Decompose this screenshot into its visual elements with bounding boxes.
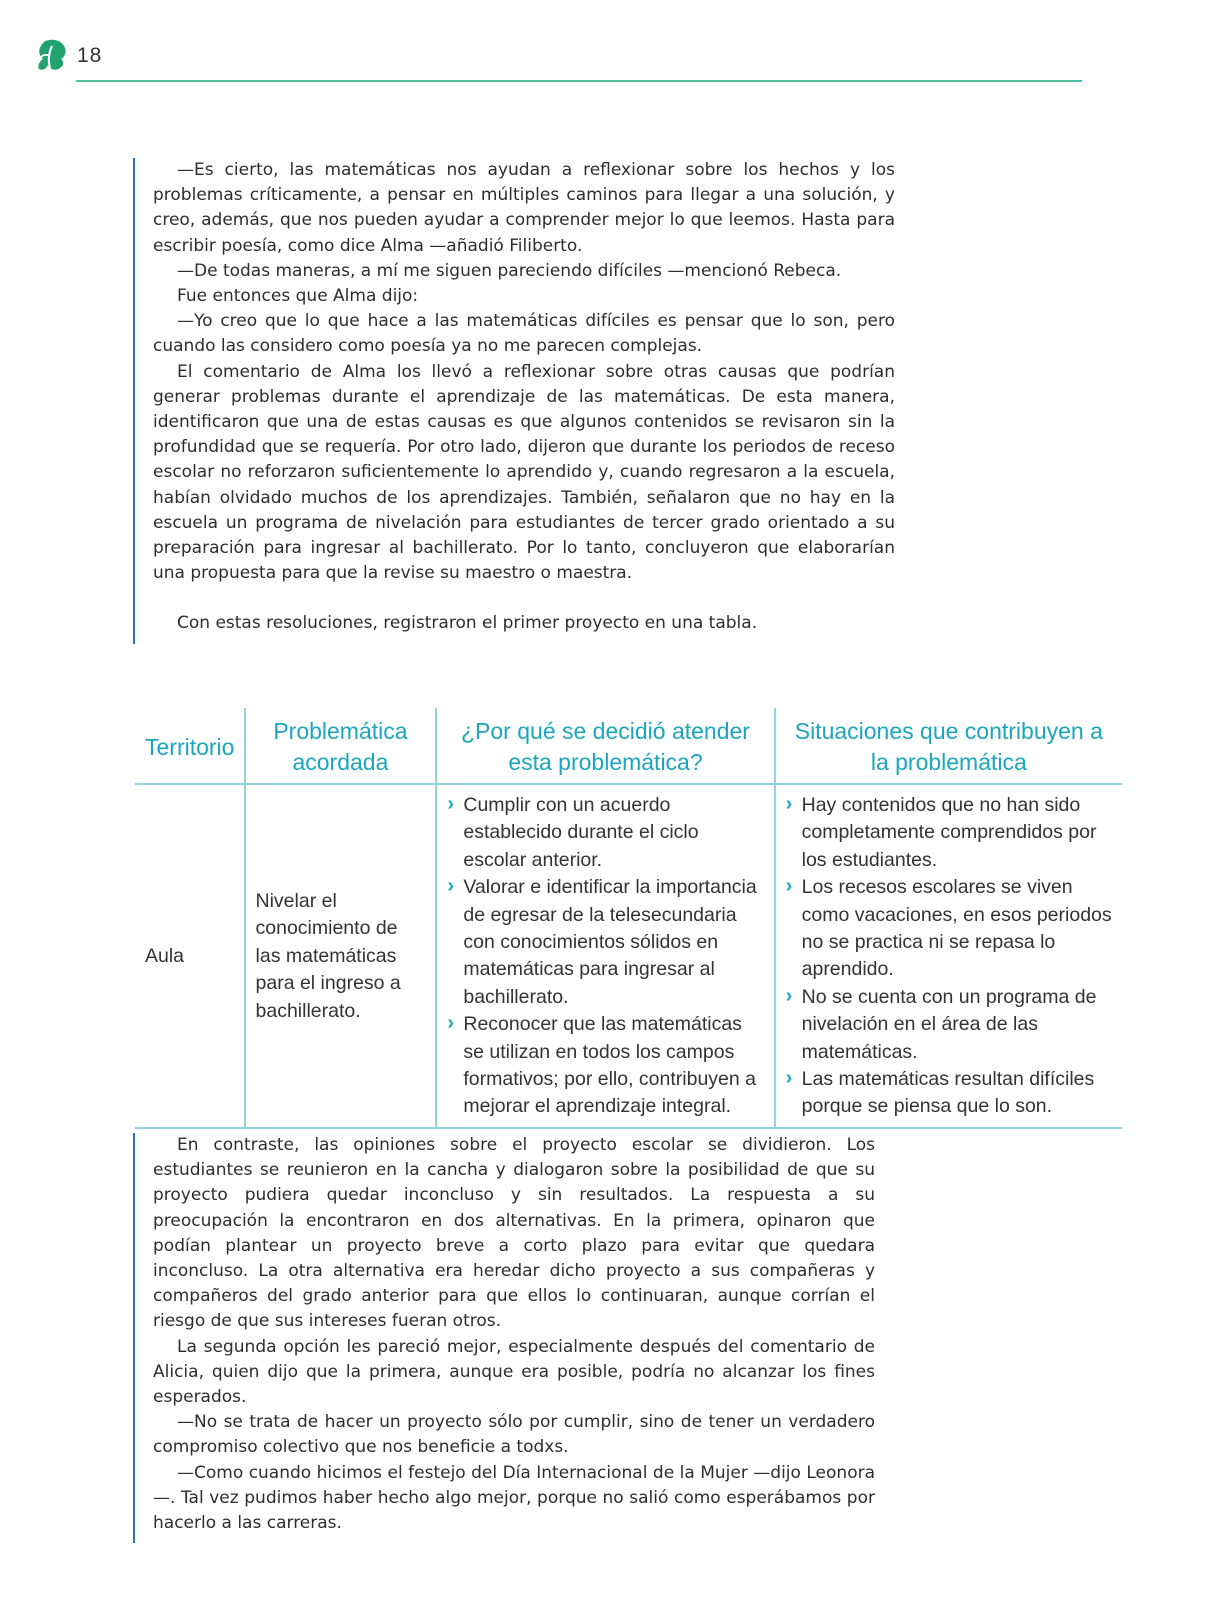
- list-item: › Las matemáticas resultan difíciles porque se piensa que lo son.: [786, 1066, 1114, 1121]
- paragraph: En contraste, las opiniones sobre el proyecto escolar se dividieron. Los estudiantes se reunieron en la cancha y dialogaron sobre la posibilidad de que su proyecto pudiera quedar inconcluso y sin resultados. La respuesta a su preocupación la encontraron en dos alternativas. En la primera, opinaron que podían plantear un proyecto breve a corto plazo para evitar que quedara inconcluso. La otra alternativa era heredar dicho proyecto a sus compañeras y compañeros del grado anterior para que ellos lo continuaran, aunque corrían el riesgo de que sus intereses fueran otros.: [153, 1135, 875, 1332]
- paragraph: —Yo creo que lo que hace a las matemáticas difíciles es pensar que lo son, pero cuando las considero como poesía ya no me parecen complejas.: [153, 311, 895, 357]
- paragraph: —Como cuando hicimos el festejo del Día Internacional de la Mujer —dijo Leonora—. Tal vez pudimos haber hecho algo mejor, porque no salió como esperábamos por hacerlo a las carreras.: [153, 1462, 875, 1534]
- cell-por-que: [436, 784, 774, 1128]
- header-situaciones: Situaciones que contribuyen a la problemática: [775, 708, 1122, 784]
- list-item: › No se cuenta con un programa de nivelación en el área de las matemáticas.: [786, 984, 1114, 1066]
- header-por-que: ¿Por qué se decidió atender esta problemática?: [436, 708, 774, 784]
- table-header-row: [135, 708, 1122, 784]
- page-number: 18: [77, 44, 103, 67]
- list-item: › Hay contenidos que no han sido completamente comprendidos por los estudiantes.: [786, 792, 1114, 874]
- cell-situaciones: [775, 784, 1122, 1128]
- header-problematica: Problemática acordada: [245, 708, 437, 784]
- paragraph: —Es cierto, las matemáticas nos ayudan a reflexionar sobre los hechos y los problemas críticamente, a pensar en múltiples caminos para llegar a una solución, y creo, además, que nos pueden ayudar a comprender mejor lo que leemos. Hasta para escribir poesía, como dice Alma —añadió Filiberto.: [153, 160, 895, 256]
- list-item: › Los recesos escolares se viven como vacaciones, en esos periodos no se practica ni se repasa lo aprendido.: [786, 874, 1114, 984]
- paragraph: La segunda opción les pareció mejor, especialmente después del comentario de Alicia, quien dijo que la primera, aunque era posible, podría no alcanzar los fines esperados.: [153, 1336, 875, 1408]
- narrative-block-1: [133, 158, 895, 644]
- paragraph: Con estas resoluciones, registraron el primer proyecto en una tabla.: [177, 613, 758, 634]
- cell-territorio: Aula: [135, 784, 245, 1128]
- paragraph: El comentario de Alma los llevó a reflexionar sobre otras causas que podrían generar problemas durante el aprendizaje de las matemáticas. De esta manera, identificaron que una de estas causas es que algunos contenidos se revisaron sin la profundidad que se requería. Por otro lado, dijeron que durante los periodos de receso escolar no reforzaron suficientemente lo aprendido y, cuando regresaron a la escuela, habían olvidado muchos de los aprendizajes. También, señalaron que no hay en la escuela un programa de nivelación para estudiantes de tercer grado orientado a su preparación para ingresar al bachillerato. Por lo tanto, concluyeron que elaborarían una propuesta para que la revise su maestro o maestra.: [153, 361, 895, 584]
- list-item: › Reconocer que las matemáticas se utilizan en todos los campos formativos; por ello, contribuyen a mejorar el aprendizaje integral.: [447, 1011, 765, 1121]
- paragraph: —De todas maneras, a mí me siguen pareciendo difíciles —mencionó Rebeca.: [177, 260, 842, 281]
- header-territorio: Territorio: [135, 708, 245, 784]
- leaf-logo-icon: [36, 38, 68, 74]
- list-item: › Cumplir con un acuerdo establecido durante el ciclo escolar anterior.: [447, 792, 765, 874]
- paragraph: —No se trata de hacer un proyecto sólo por cumplir, sino de tener un verdadero compromiso colectivo que nos beneficie a todxs.: [153, 1412, 875, 1458]
- list-item: › Valorar e identificar la importancia de egresar de la telesecundaria con conocimientos sólidos en matemáticas para ingresar al bachillerato.: [447, 874, 765, 1011]
- table-row: [135, 784, 1122, 1128]
- narrative-block-2: [133, 1133, 875, 1543]
- header-rule: [76, 80, 1082, 82]
- paragraph: Fue entonces que Alma dijo:: [177, 286, 419, 307]
- cell-problematica: Nivelar el conocimiento de las matemáticas para el ingreso a bachillerato.: [245, 784, 437, 1128]
- project-table: [135, 708, 1122, 1129]
